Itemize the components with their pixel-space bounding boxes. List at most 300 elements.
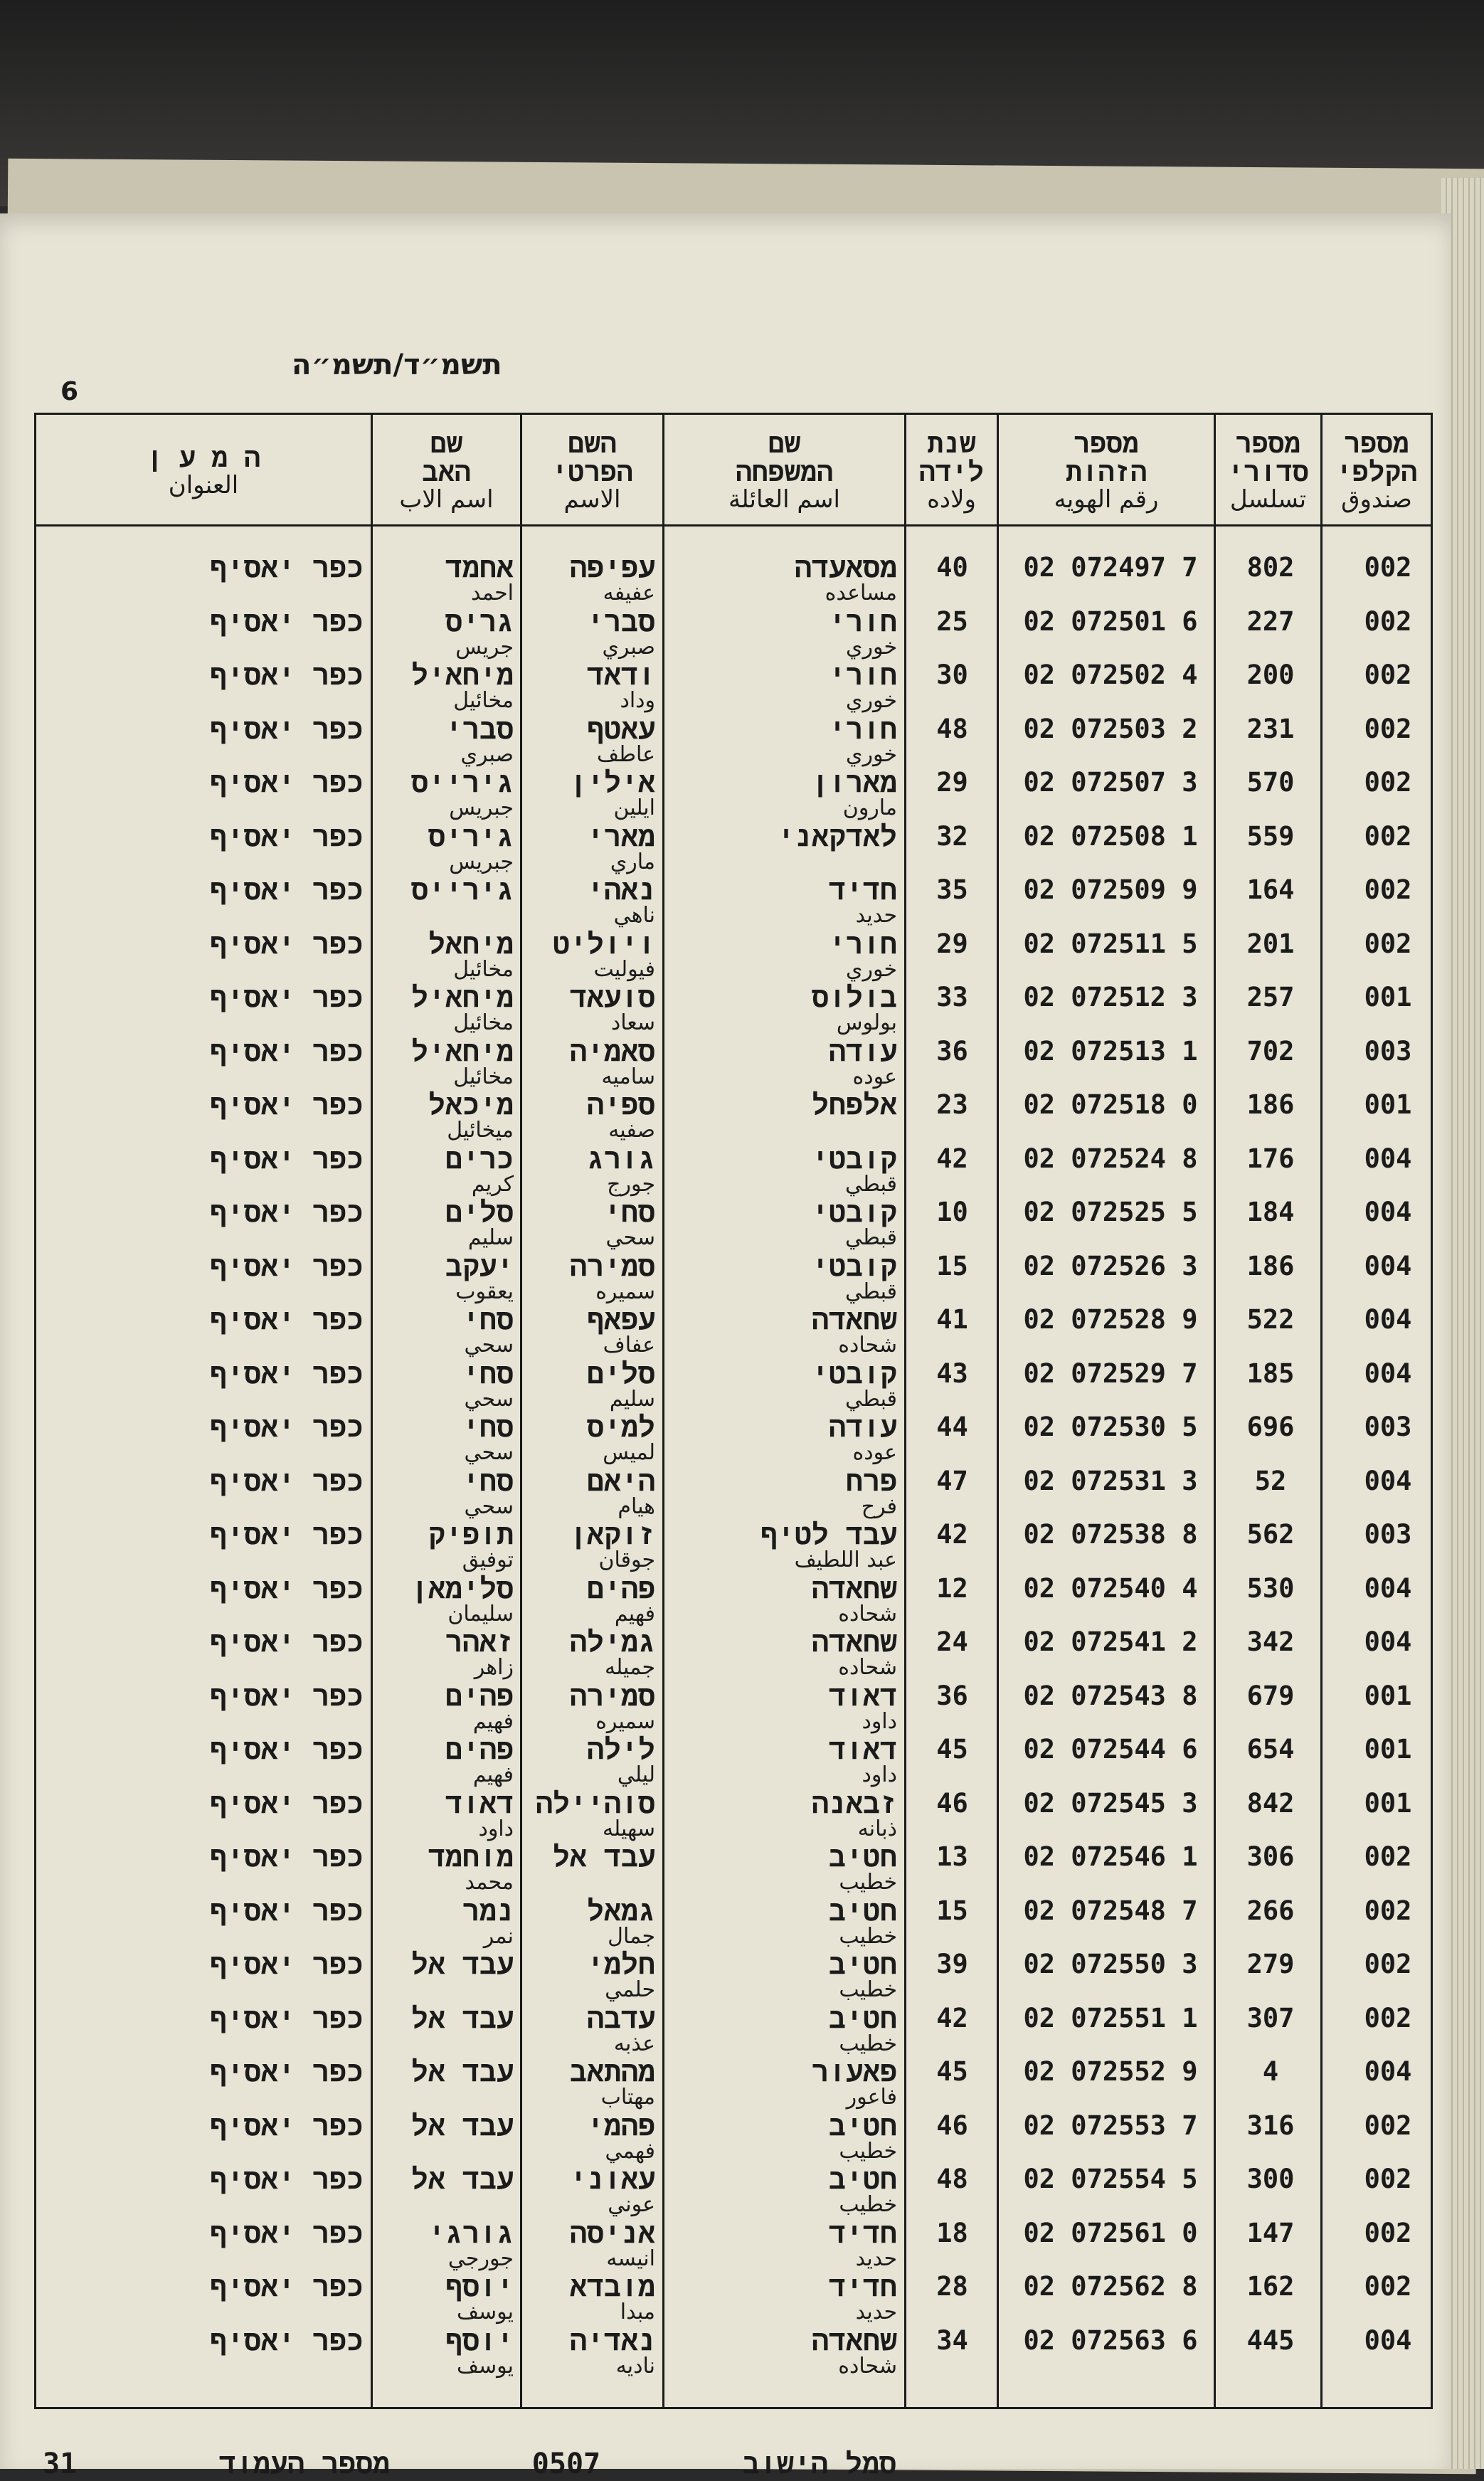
cell-father: מוחמד <box>428 1841 514 1873</box>
footer-settlement-label: סמל הישוב <box>742 2448 896 2480</box>
cell-first: אילין <box>569 766 655 799</box>
cell-year: 13 <box>936 1841 968 1872</box>
cell-first: סועאד <box>569 981 655 1014</box>
header-birth-year-ar: ولاده <box>927 485 976 514</box>
cell-family-arabic: خطيب <box>839 2031 897 2056</box>
table-row <box>36 1735 1431 1789</box>
cell-box: 003 <box>1364 1035 1412 1067</box>
cell-serial: 562 <box>1246 1519 1295 1550</box>
table-row <box>36 1303 1431 1359</box>
cell-year: 48 <box>936 713 968 744</box>
page-footer <box>43 2448 896 2481</box>
cell-serial: 185 <box>1246 1358 1295 1389</box>
cell-first-arabic: هيام <box>618 1493 655 1519</box>
cell-id: 02 072538 8 <box>1023 1519 1198 1550</box>
cell-first-arabic: جورج <box>607 1171 655 1197</box>
header-family <box>664 418 904 524</box>
cell-year: 35 <box>936 874 968 905</box>
cell-first-arabic: ايلين <box>613 795 655 820</box>
cell-first: חלמי <box>586 1948 655 1981</box>
cell-box: 004 <box>1364 1197 1412 1227</box>
header-birth-year-he: שנת לידה <box>918 428 985 487</box>
header-id-number-he: מספר הזהות <box>1065 428 1148 487</box>
cell-father-arabic: يوسف <box>456 2353 514 2379</box>
cell-family-arabic: شحاده <box>838 1601 897 1626</box>
cell-father: יוסף <box>445 2324 514 2357</box>
cell-address: כפר יאסיף <box>209 659 364 692</box>
cell-box: 004 <box>1364 2324 1412 2356</box>
cell-father: מיחאיל <box>410 1035 514 1068</box>
cell-id: 02 072513 1 <box>1023 1035 1198 1067</box>
cell-family-arabic: خوري <box>845 741 897 767</box>
cell-box: 004 <box>1364 1250 1412 1281</box>
cell-first-arabic: فهيم <box>614 1601 655 1626</box>
cell-first-arabic: صبري <box>602 634 655 660</box>
cell-father-arabic: جورجي <box>447 2245 514 2271</box>
table-row <box>36 551 1431 607</box>
cell-father-arabic: صبري <box>460 741 514 767</box>
cell-year: 41 <box>936 1304 968 1335</box>
cell-first: פהים <box>586 1572 655 1605</box>
cell-serial: 316 <box>1246 2110 1295 2141</box>
cell-family: פרח <box>845 1464 897 1498</box>
cell-box: 001 <box>1364 1680 1412 1711</box>
cell-address: כפר יאסיף <box>209 1089 364 1121</box>
cell-serial: 530 <box>1246 1572 1295 1604</box>
cell-id: 02 072552 9 <box>1023 2056 1198 2087</box>
cell-box: 003 <box>1364 1519 1412 1550</box>
cell-father: מיחאיל <box>410 659 514 692</box>
cell-first: נאדיה <box>569 2324 655 2357</box>
cell-serial: 802 <box>1246 552 1295 583</box>
cell-box: 002 <box>1364 2271 1412 2302</box>
cell-father: תופיק <box>428 1518 514 1551</box>
cell-year: 47 <box>936 1465 968 1496</box>
table-row <box>36 2058 1431 2111</box>
cell-first: עדבה <box>586 2001 655 2035</box>
cell-father: גריס <box>445 605 514 638</box>
cell-serial: 162 <box>1246 2271 1295 2302</box>
cell-father-arabic: يعقوب <box>455 1279 514 1304</box>
cell-father-arabic: مخائيل <box>453 1064 514 1089</box>
cell-box: 002 <box>1364 820 1412 852</box>
cell-first-arabic: ناهي <box>613 903 655 928</box>
header-first-name-ar: الاسم <box>563 485 621 514</box>
cell-first-arabic: سهيله <box>602 1816 655 1841</box>
cell-serial: 445 <box>1246 2324 1295 2356</box>
cell-family: שחאדה <box>811 1303 897 1336</box>
cell-year: 44 <box>936 1412 968 1442</box>
cell-year: 42 <box>936 1143 968 1174</box>
table-row <box>36 2001 1431 2058</box>
cell-father: דאוד <box>445 1787 514 1820</box>
cell-family-arabic: شحاده <box>838 1655 897 1680</box>
cell-serial: 266 <box>1246 1895 1295 1926</box>
cell-box: 002 <box>1364 1895 1412 1926</box>
cell-father-arabic: كريم <box>471 1171 514 1197</box>
cell-father: מיכאל <box>428 1089 514 1121</box>
table-row <box>36 1413 1431 1466</box>
cell-address: כפר יאסיף <box>209 927 364 961</box>
cell-family-arabic: فرح <box>861 1493 897 1519</box>
cell-id: 02 072551 1 <box>1023 2002 1198 2033</box>
cell-family-arabic: خوري <box>845 688 897 713</box>
cell-first: סחי <box>603 1196 655 1229</box>
cell-family-arabic: بولوس <box>836 1010 897 1035</box>
cell-father-arabic: زاهر <box>474 1655 514 1680</box>
cell-father: גירייס <box>410 874 514 906</box>
cell-address: כפר יאסיף <box>209 2001 364 2035</box>
cell-family-arabic: خطيب <box>839 1977 897 2002</box>
cell-first-arabic: وداد <box>620 688 655 713</box>
cell-year: 18 <box>936 2217 968 2248</box>
cell-box: 001 <box>1364 982 1412 1012</box>
cell-serial: 654 <box>1246 1734 1295 1765</box>
cell-id: 02 072544 6 <box>1023 1734 1198 1765</box>
table-row <box>36 876 1431 929</box>
cell-father: עבד אל <box>410 2109 514 2142</box>
table-row <box>36 1679 1431 1735</box>
cell-father: מיחאיל <box>410 981 514 1014</box>
header-address-ar: العنوان <box>168 471 239 499</box>
cell-year: 34 <box>936 2324 968 2356</box>
cell-address: כפר יאסיף <box>209 820 364 853</box>
cell-box: 004 <box>1364 1626 1412 1657</box>
cell-serial: 231 <box>1246 713 1295 744</box>
cell-box: 002 <box>1364 605 1412 637</box>
cell-first-arabic: عذبه <box>613 2031 655 2056</box>
cell-family: בולוס <box>811 981 897 1014</box>
cell-year: 43 <box>936 1358 968 1389</box>
cell-first-arabic: انيسه <box>606 2245 655 2271</box>
cell-family: חדיד <box>828 2270 897 2303</box>
cell-family: חטיב <box>828 1894 897 1927</box>
cell-id: 02 072502 4 <box>1023 660 1198 690</box>
cell-first: היאם <box>586 1464 655 1498</box>
cell-first-arabic: فيوليت <box>593 956 655 982</box>
cell-first: נאהי <box>586 874 655 906</box>
cell-family: שחאדה <box>811 1626 897 1659</box>
cell-box: 002 <box>1364 1841 1412 1872</box>
cell-father: עבד אל <box>410 2056 514 2088</box>
cell-family: חורי <box>828 712 897 746</box>
cell-address: כפר יאסיף <box>209 766 364 799</box>
cell-box: 002 <box>1364 874 1412 905</box>
cell-box: 002 <box>1364 660 1412 690</box>
table-row <box>36 2165 1431 2218</box>
table-row <box>36 2109 1431 2165</box>
cell-box: 004 <box>1364 1304 1412 1335</box>
cell-father: סחי <box>462 1357 514 1390</box>
cell-family: חטיב <box>828 1841 897 1873</box>
cell-id: 02 072541 2 <box>1023 1626 1198 1657</box>
cell-father-arabic: مخائيل <box>453 956 514 982</box>
cell-year: 39 <box>936 1949 968 1979</box>
cell-box: 004 <box>1364 1465 1412 1496</box>
cell-first-arabic: سليم <box>609 1386 655 1412</box>
cell-year: 29 <box>936 767 968 798</box>
cell-father: סלימאן <box>410 1572 514 1605</box>
cell-id: 02 072526 3 <box>1023 1250 1198 1281</box>
cell-id: 02 072543 8 <box>1023 1680 1198 1711</box>
cell-year: 46 <box>936 1787 968 1819</box>
header-divider <box>36 524 1431 527</box>
cell-family: חדיד <box>828 2216 897 2250</box>
cell-address: כפר יאסיף <box>209 1894 364 1927</box>
cell-id: 02 072497 7 <box>1023 552 1198 583</box>
cell-id: 02 072528 9 <box>1023 1304 1198 1335</box>
cell-family-arabic: قبطي <box>844 1386 897 1412</box>
cell-id: 02 072553 7 <box>1023 2110 1198 2141</box>
cell-serial: 186 <box>1246 1250 1295 1281</box>
cell-first: גמאל <box>586 1894 655 1927</box>
cell-address: כפר יאסיף <box>209 2163 364 2196</box>
cell-first: מהתאב <box>569 2056 655 2088</box>
cell-address: כפר יאסיף <box>209 2216 364 2250</box>
cell-year: 45 <box>936 2056 968 2087</box>
cell-first: עבד אל <box>552 1841 655 1873</box>
header-address <box>36 418 371 524</box>
cell-family: דאוד <box>828 1733 897 1766</box>
cell-id: 02 072524 8 <box>1023 1143 1198 1174</box>
cell-first: סלים <box>586 1357 655 1390</box>
cell-father: סחי <box>462 1464 514 1498</box>
header-id-number <box>999 418 1214 524</box>
cell-first-arabic: جمال <box>608 1923 655 1949</box>
cell-box: 004 <box>1364 2056 1412 2087</box>
cell-father-arabic: سليمان <box>447 1601 514 1626</box>
footer-ballot-number: 31 <box>43 2448 78 2480</box>
cell-year: 23 <box>936 1089 968 1120</box>
footer-settlement-code: 0507 <box>531 2448 601 2480</box>
cell-family-arabic: خطيب <box>839 1870 897 1895</box>
cell-year: 28 <box>936 2271 968 2302</box>
cell-family: מסאעדה <box>794 551 897 584</box>
cell-family: לאדקאני <box>777 820 897 853</box>
cell-first: גמילה <box>569 1626 655 1659</box>
page-header-year: תשמ״ד/תשמ״ה <box>292 349 502 381</box>
cell-year: 15 <box>936 1895 968 1926</box>
header-first-name <box>522 418 662 524</box>
cell-first: סברי <box>586 605 655 638</box>
cell-box: 002 <box>1364 2110 1412 2141</box>
cell-father-arabic: سليم <box>467 1225 514 1250</box>
cell-family-arabic: ذبانه <box>857 1816 897 1841</box>
cell-id: 02 072508 1 <box>1023 820 1198 852</box>
header-birth-year <box>906 418 997 524</box>
cell-first: מארי <box>586 820 655 853</box>
cell-box: 003 <box>1364 1412 1412 1442</box>
cell-id: 02 072554 5 <box>1023 2164 1198 2194</box>
cell-box: 002 <box>1364 2217 1412 2248</box>
cell-father-arabic: فهيم <box>472 1762 514 1787</box>
cell-first-arabic: فهمي <box>605 2138 655 2164</box>
cell-first-arabic: سعاد <box>610 1010 655 1035</box>
cell-family-arabic: داود <box>862 1762 897 1787</box>
cell-first: סוהיילה <box>535 1787 655 1820</box>
cell-id: 02 072525 5 <box>1023 1197 1198 1227</box>
cell-address: כפר יאסיף <box>209 1196 364 1229</box>
cell-father-arabic: نمر <box>483 1923 514 1949</box>
cell-father-arabic: سحي <box>464 1493 514 1519</box>
table-row <box>36 2324 1431 2380</box>
cell-first-arabic: جميله <box>605 1655 655 1680</box>
cell-father-arabic: جريس <box>455 634 514 660</box>
header-family-ar: اسم العائلة <box>728 485 840 514</box>
cell-family: חטיב <box>828 2163 897 2196</box>
header-box-ar: صندوق <box>1341 485 1412 514</box>
cell-box: 004 <box>1364 1572 1412 1604</box>
header-address-he: ה מ ע ן <box>147 442 260 473</box>
cell-father: זאהר <box>445 1626 514 1659</box>
cell-year: 15 <box>936 1250 968 1281</box>
cell-first: ודאד <box>586 659 655 692</box>
cell-serial: 257 <box>1246 982 1295 1012</box>
header-id-number-ar: رقم الهويه <box>1054 485 1159 514</box>
cell-address: כפר יאסיף <box>209 1142 364 1175</box>
page-number: 6 <box>60 377 79 406</box>
cell-id: 02 072563 6 <box>1023 2324 1198 2356</box>
table-row <box>36 1789 1431 1843</box>
cell-address: כפר יאסיף <box>209 2056 364 2088</box>
cell-family: חדיד <box>828 874 897 906</box>
table-row <box>36 1894 1431 1950</box>
cell-father-arabic: مخائيل <box>453 688 514 713</box>
cell-first-arabic: ناديه <box>615 2353 655 2379</box>
cell-family: קובטי <box>811 1357 897 1390</box>
cell-family-arabic: خطيب <box>839 2192 897 2217</box>
cell-serial: 342 <box>1246 1626 1295 1657</box>
cell-year: 36 <box>936 1680 968 1711</box>
cell-first-arabic: مهتاب <box>600 2085 655 2110</box>
table-row <box>36 1142 1431 1198</box>
cell-father-arabic: سحي <box>464 1333 514 1358</box>
cell-father-arabic: داود <box>478 1816 514 1841</box>
cell-father-arabic: فهيم <box>472 1708 514 1734</box>
cell-serial: 279 <box>1246 1949 1295 1979</box>
cell-serial: 306 <box>1246 1841 1295 1872</box>
cell-family-arabic: عوده <box>852 1440 897 1465</box>
cell-year: 42 <box>936 1519 968 1550</box>
cell-year: 24 <box>936 1626 968 1657</box>
cell-serial: 522 <box>1246 1304 1295 1335</box>
cell-first: סמירה <box>569 1249 655 1283</box>
table-row <box>36 1572 1431 1628</box>
cell-id: 02 072562 8 <box>1023 2271 1198 2302</box>
cell-id: 02 072511 5 <box>1023 928 1198 959</box>
cell-family-arabic: عبد اللطيف <box>794 1548 897 1572</box>
cell-father: יוסף <box>445 2270 514 2303</box>
cell-father: אחמד <box>445 551 514 584</box>
cell-family-arabic: قبطي <box>844 1171 897 1197</box>
header-serial-ar: تسلسل <box>1229 485 1307 514</box>
cell-family: דאוד <box>828 1679 897 1713</box>
cell-box: 004 <box>1364 1143 1412 1174</box>
cell-serial: 559 <box>1246 820 1295 852</box>
table-row <box>36 1950 1431 2004</box>
cell-first-arabic: صفيه <box>608 1118 655 1143</box>
cell-box: 002 <box>1364 2164 1412 2194</box>
cell-family-arabic: حديد <box>855 903 897 928</box>
cell-first: מובדא <box>569 2270 655 2303</box>
table-row <box>36 1520 1431 1574</box>
footer-ballot-label: מספר העמוד <box>218 2448 391 2480</box>
cell-first: סאמיה <box>569 1035 655 1068</box>
cell-address: כפר יאסיף <box>209 1518 364 1551</box>
cell-family: קובטי <box>811 1249 897 1283</box>
header-serial <box>1216 418 1320 524</box>
table-row <box>36 1464 1431 1520</box>
cell-family: חורי <box>828 605 897 638</box>
cell-family-arabic: مساعده <box>825 581 897 605</box>
cell-family: אלפחל <box>811 1089 897 1121</box>
table-row <box>36 1037 1431 1091</box>
cell-year: 25 <box>936 605 968 637</box>
cell-serial: 679 <box>1246 1680 1295 1711</box>
table-row <box>36 1249 1431 1306</box>
cell-family: עודה <box>828 1035 897 1068</box>
cell-first-arabic: عفاف <box>603 1333 655 1358</box>
table-row <box>36 1843 1431 1896</box>
cell-family-arabic: مارون <box>842 795 897 820</box>
cell-id: 02 072530 5 <box>1023 1412 1198 1442</box>
table-row <box>36 661 1431 714</box>
cell-father-arabic: توفيق <box>462 1548 514 1572</box>
cell-family-arabic: شحاده <box>838 1333 897 1358</box>
cell-address: כפר יאסיף <box>209 712 364 746</box>
cell-first-arabic: عفيفه <box>603 581 655 605</box>
cell-id: 02 072529 7 <box>1023 1358 1198 1389</box>
cell-box: 004 <box>1364 1358 1412 1389</box>
cell-serial: 696 <box>1246 1412 1295 1442</box>
cell-year: 40 <box>936 552 968 583</box>
cell-serial: 227 <box>1246 605 1295 637</box>
cell-year: 29 <box>936 928 968 959</box>
cell-father-arabic: محمد <box>465 1870 514 1895</box>
table-row <box>36 2216 1431 2273</box>
cell-id: 02 072550 3 <box>1023 1949 1198 1979</box>
cell-family-arabic: خطيب <box>839 1923 897 1949</box>
cell-father: פהים <box>445 1679 514 1713</box>
cell-father: סברי <box>445 712 514 746</box>
cell-id: 02 072503 2 <box>1023 713 1198 744</box>
table-row <box>36 768 1431 822</box>
cell-address: כפר יאסיף <box>209 1841 364 1873</box>
cell-year: 33 <box>936 982 968 1012</box>
cell-id: 02 072509 9 <box>1023 874 1198 905</box>
cell-year: 32 <box>936 820 968 852</box>
header-father <box>373 418 520 524</box>
cell-address: כפר יאסיף <box>209 605 364 638</box>
cell-family: חטיב <box>828 1948 897 1981</box>
cell-address: כפר יאסיף <box>209 2109 364 2142</box>
cell-father: יעקב <box>445 1249 514 1283</box>
cell-serial: 201 <box>1246 928 1295 959</box>
cell-family-arabic: خوري <box>845 956 897 982</box>
header-box-he: מספר הקלפי <box>1335 428 1418 487</box>
cell-family-arabic: حديد <box>855 2300 897 2324</box>
cell-id: 02 072540 4 <box>1023 1572 1198 1604</box>
header-box <box>1323 418 1431 524</box>
cell-family: מארון <box>811 766 897 799</box>
cell-address: כפר יאסיף <box>209 1249 364 1283</box>
cell-address: כפר יאסיף <box>209 1303 364 1336</box>
cell-box: 002 <box>1364 1949 1412 1979</box>
cell-first: אניסה <box>569 2216 655 2250</box>
cell-first: ויוליט <box>552 927 655 961</box>
cell-father: סחי <box>462 1411 514 1444</box>
cell-address: כפר יאסיף <box>209 1787 364 1820</box>
